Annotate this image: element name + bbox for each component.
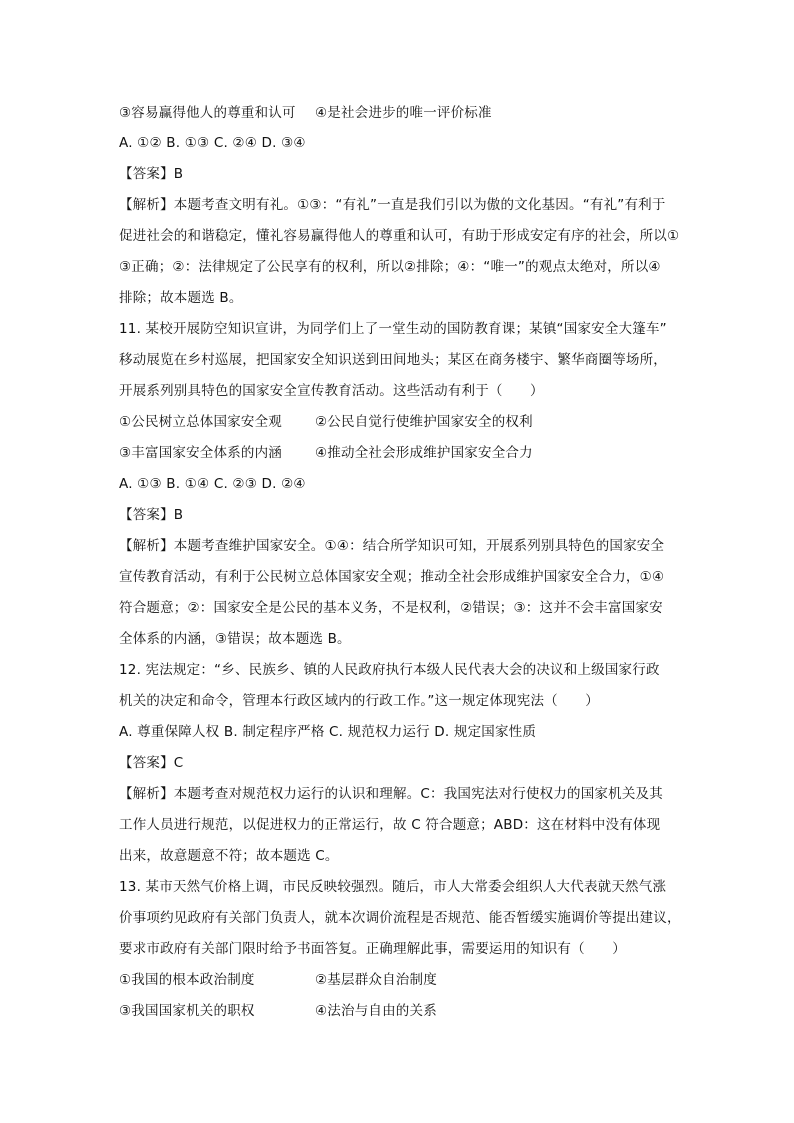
option-line [119, 1001, 437, 1021]
option-2: ②基层群众自治制度 [315, 972, 437, 988]
question-line: 价事项约见政府有关部门负责人，就本次调价流程是否规范、能否暂缓实施调价等提出建议， [119, 910, 681, 926]
option-4: ④是社会进步的唯一评价标准 [315, 105, 492, 121]
analysis-line: 促进社会的和谐稳定，懂礼容易赢得他人的尊重和认可，有助于形成安定有序的社会，所以① [119, 228, 680, 244]
option-line [119, 443, 533, 463]
option-2: ②公民自觉行使维护国家安全的权利 [315, 414, 533, 430]
analysis-line: ③正确；②：法律规定了公民享有的权利，所以②排除；④：“唯一”的观点太绝对，所以④ [119, 259, 661, 275]
analysis-line: 【解析】本题考查文明有礼。①③：“有礼”一直是我们引以为傲的文化基因。“有礼”有利于 [119, 197, 666, 213]
analysis-line: 工作人员进行规范，以促进权力的正常运行，故 C 符合题意；ABD：这在材料中没有体现 [119, 817, 661, 833]
question-line: 要求市政府有关部门限时给予书面答复。正确理解此事，需要运用的知识有（ ） [119, 941, 626, 957]
option-line [119, 412, 533, 432]
analysis-line: 全体系的内涵，③错误；故本题选 B。 [119, 631, 351, 647]
option-4: ④法治与自由的关系 [315, 1003, 437, 1019]
analysis-line: 【解析】本题考查对规范权力运行的认识和理解。C：我国宪法对行使权力的国家机关及其 [119, 786, 663, 802]
answer-choices: A. ①② B. ①③ C. ②④ D. ③④ [119, 135, 306, 151]
option-3: ③我国国家机关的职权 [119, 1003, 255, 1019]
question-line: 移动展览在乡村巡展，把国家安全知识送到田间地头；某区在商务楼宇、繁华商圈等场所， [119, 352, 667, 368]
question-12: 12. 宪法规定：“乡、民族乡、镇的人民政府执行本级人民代表大会的决议和上级国家行政 [119, 662, 660, 678]
question-line: 开展系列别具特色的国家安全宣传教育活动。这些活动有利于（ ） [119, 383, 544, 399]
question-11: 11. 某校开展防空知识宣讲，为同学们上了一堂生动的国防教育课；某镇“国家安全大篷车” [119, 321, 667, 337]
option-3: ③丰富国家安全体系的内涵 [119, 445, 283, 461]
question-line: 机关的决定和命令，管理本行政区域内的行政工作。”这一规定体现宪法（ ） [119, 693, 599, 709]
answer-choices: A. ①③ B. ①④ C. ②③ D. ②④ [119, 476, 306, 492]
option-1: ①我国的根本政治制度 [119, 972, 255, 988]
answer-label: 【答案】B [119, 166, 184, 182]
analysis-line: 【解析】本题考查维护国家安全。①④：结合所学知识可知，开展系列别具特色的国家安全 [119, 538, 665, 554]
question-13: 13. 某市天然气价格上调，市民反映较强烈。随后，市人大常委会组织人大代表就天然气涨 [119, 879, 667, 895]
answer-label: 【答案】B [119, 507, 184, 523]
answer-choices: A. 尊重保障人权 B. 制定程序严格 C. 规范权力运行 D. 规定国家性质 [119, 724, 537, 740]
analysis-line: 排除；故本题选 B。 [119, 290, 243, 306]
option-3: ③容易赢得他人的尊重和认可 [119, 105, 296, 121]
option-line [119, 103, 492, 123]
analysis-line: 符合题意；②：国家安全是公民的基本义务，不是权利，②错误；③：这并不会丰富国家安 [119, 600, 663, 616]
option-line [119, 970, 437, 990]
answer-label: 【答案】C [119, 755, 184, 771]
analysis-line: 出来，故意题意不符；故本题选 C。 [119, 848, 339, 864]
option-1: ①公民树立总体国家安全观 [119, 414, 283, 430]
analysis-line: 宣传教育活动，有利于公民树立总体国家安全观；推动全社会形成维护国家安全合力，①④ [119, 569, 665, 585]
option-4: ④推动全社会形成维护国家安全合力 [315, 445, 533, 461]
